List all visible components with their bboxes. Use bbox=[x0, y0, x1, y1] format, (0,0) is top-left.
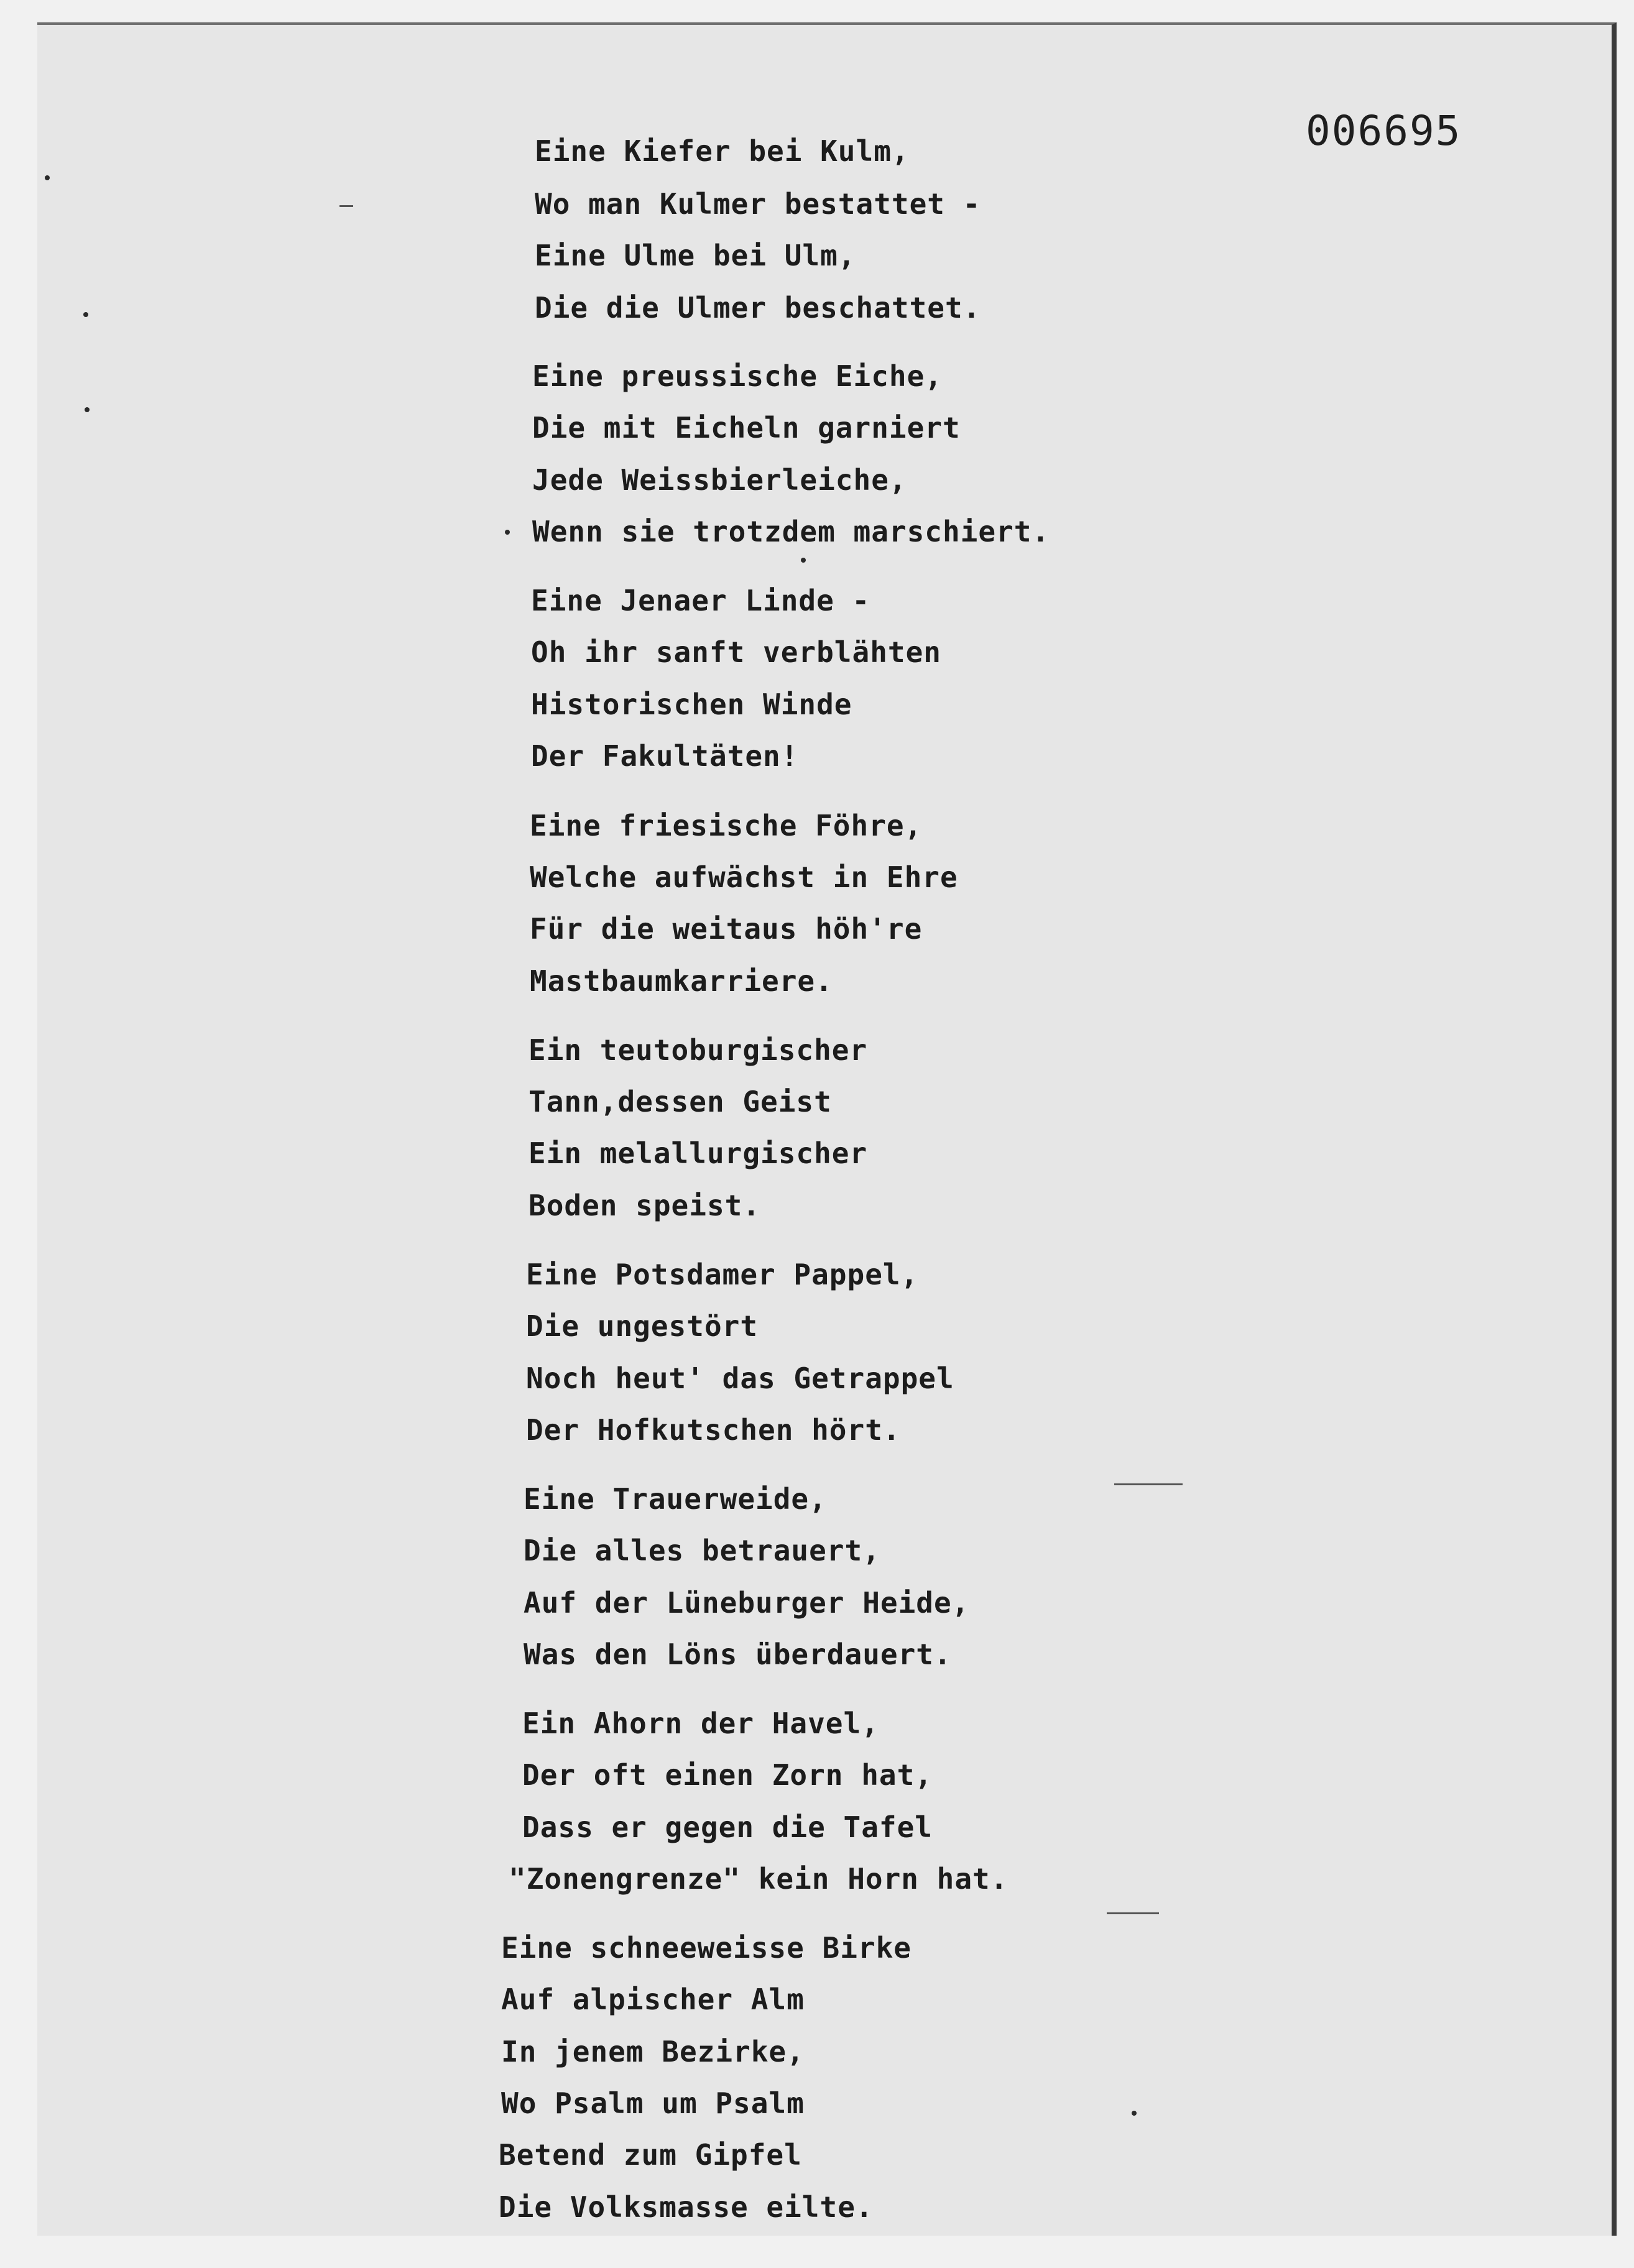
poem-line: Die mit Eicheln garniert bbox=[532, 411, 961, 445]
poem-line: Dass er gegen die Tafel bbox=[522, 1810, 933, 1844]
document-number: 006695 bbox=[1306, 107, 1462, 155]
poem-line: Noch heut' das Getrappel bbox=[526, 1362, 954, 1395]
poem-line: Die Volksmasse eilte. bbox=[499, 2190, 874, 2224]
poem-line: Auf der Lüneburger Heide, bbox=[524, 1586, 970, 1620]
poem-line: Der Hofkutschen hört. bbox=[526, 1413, 901, 1447]
poem-line: "Zonengrenze" kein Horn hat. bbox=[509, 1862, 1009, 1896]
poem-line: Die alles betrauert, bbox=[524, 1534, 880, 1567]
scan-speck bbox=[83, 312, 88, 317]
poem-line: Was den Löns überdauert. bbox=[524, 1638, 952, 1671]
poem-line: Eine preussische Eiche, bbox=[532, 359, 943, 393]
scan-speck bbox=[801, 558, 806, 563]
poem-line: Die die Ulmer beschattet. bbox=[535, 291, 981, 325]
poem-line: Eine friesische Föhre, bbox=[530, 809, 923, 842]
poem-line: In jenem Bezirke, bbox=[501, 2035, 805, 2068]
poem-line: Eine Potsdamer Pappel, bbox=[526, 1258, 919, 1291]
poem-line: Oh ihr sanft verblähten bbox=[531, 635, 941, 669]
poem-line: Historischen Winde bbox=[531, 688, 852, 721]
poem-line: Boden speist. bbox=[529, 1189, 761, 1222]
scan-stroke bbox=[1107, 1912, 1159, 1914]
poem-line: Wo man Kulmer bestattet - bbox=[535, 187, 981, 221]
poem-line: Der oft einen Zorn hat, bbox=[522, 1758, 933, 1792]
poem-line: Ein Ahorn der Havel, bbox=[522, 1707, 879, 1740]
poem-line: Auf alpischer Alm bbox=[501, 1983, 805, 2016]
poem-line: Mastbaumkarriere. bbox=[530, 964, 833, 998]
poem-line: Jede Weissbierleiche, bbox=[532, 463, 907, 497]
poem-line: Ein melallurgischer bbox=[529, 1136, 868, 1170]
poem-line: Der Fakultäten! bbox=[531, 739, 799, 773]
poem-line: Eine Ulme bei Ulm, bbox=[535, 239, 856, 272]
poem-line: Die ungestört bbox=[526, 1309, 759, 1343]
scan-speck bbox=[45, 175, 50, 180]
scan-speck bbox=[505, 530, 510, 535]
poem-line: Welche aufwächst in Ehre bbox=[530, 860, 958, 894]
poem-line: Eine Kiefer bei Kulm, bbox=[535, 134, 910, 168]
poem-line: Wenn sie trotzdem marschiert. bbox=[532, 515, 1050, 548]
poem-line: Eine schneeweisse Birke bbox=[501, 1931, 912, 1965]
poem-line: Eine Trauerweide, bbox=[524, 1482, 827, 1516]
poem-line: Tann,dessen Geist bbox=[529, 1085, 832, 1118]
poem-line: Für die weitaus höh're bbox=[530, 912, 923, 946]
scan-speck bbox=[85, 407, 90, 412]
poem-line: Eine Jenaer Linde - bbox=[531, 584, 870, 617]
poem-line: Ein teutoburgischer bbox=[529, 1033, 868, 1067]
scan-speck bbox=[1132, 2111, 1137, 2116]
poem-line: Wo Psalm um Psalm bbox=[501, 2086, 805, 2120]
scan-stroke bbox=[1114, 1483, 1183, 1485]
scan-stroke bbox=[339, 205, 353, 207]
poem-line: Betend zum Gipfel bbox=[499, 2138, 802, 2172]
